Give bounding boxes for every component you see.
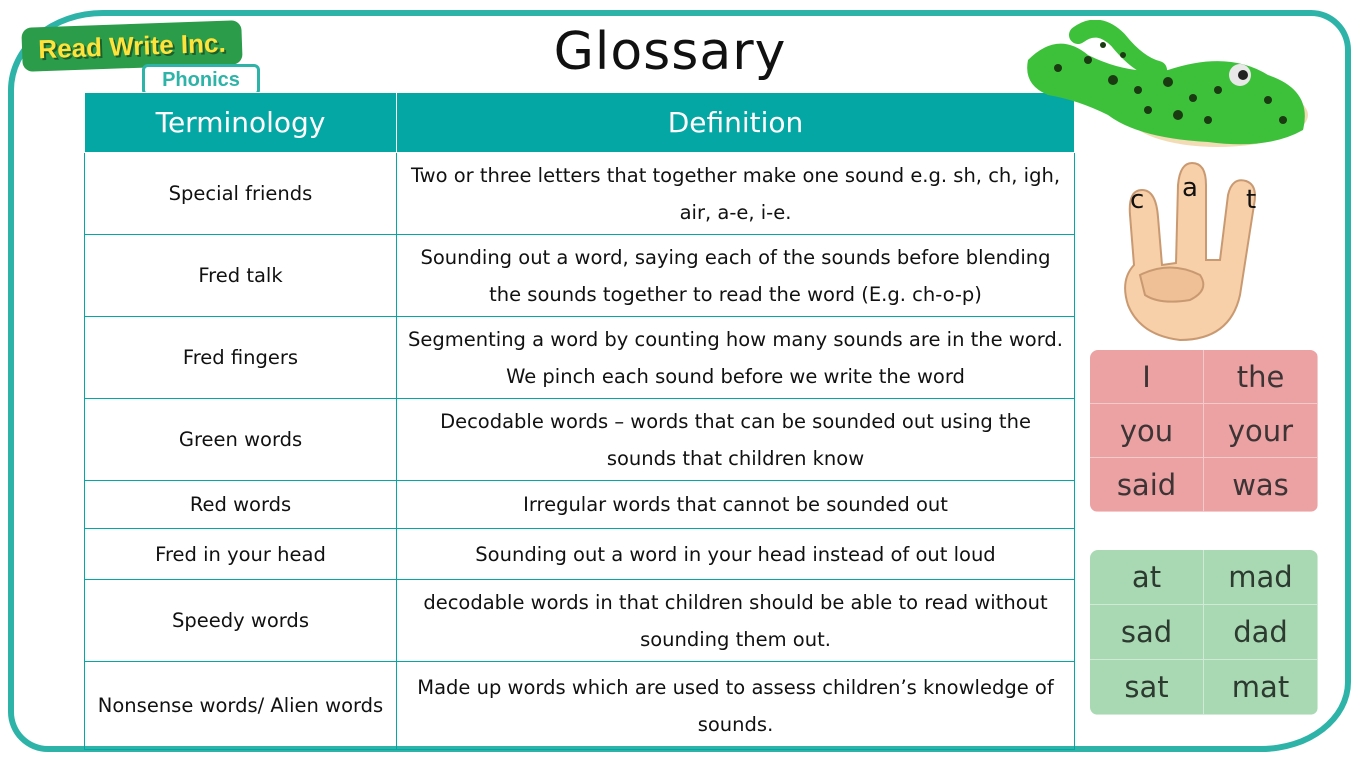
table-row	[85, 153, 1075, 235]
red-word: I	[1090, 350, 1204, 404]
table-row	[85, 481, 1075, 529]
header-terminology: Terminology	[85, 93, 397, 153]
definition-cell: Two or three letters that together make one sound e.g. sh, ch, igh, air, a-e, i-e.	[397, 153, 1075, 235]
definition-cell: Made up words which are used to assess children’s knowledge of sounds.	[397, 662, 1075, 750]
term-cell: Nonsense words/ Alien words	[85, 662, 397, 750]
red-word: your	[1204, 404, 1318, 458]
table-header-row	[85, 93, 1075, 153]
green-word: mat	[1204, 660, 1318, 715]
green-words-card	[1090, 550, 1318, 715]
hand-letter-t: t	[1246, 185, 1257, 215]
table-row	[85, 580, 1075, 662]
hand-letter-a: a	[1182, 173, 1198, 203]
green-word: mad	[1204, 550, 1318, 605]
read-write-inc-logo	[22, 24, 242, 94]
red-word: was	[1204, 458, 1318, 512]
glossary-table	[84, 92, 1075, 750]
table-row	[85, 399, 1075, 481]
term-cell: Special friends	[85, 153, 397, 235]
logo-sub-text: Phonics	[142, 64, 260, 96]
page-title: Glossary	[553, 22, 787, 82]
term-cell: Fred fingers	[85, 317, 397, 399]
definition-cell: decodable words in that children should be able to read without sounding them out.	[397, 580, 1075, 662]
hand-letter-c: c	[1130, 185, 1145, 215]
green-word: at	[1090, 550, 1204, 605]
red-word: the	[1204, 350, 1318, 404]
term-cell: Green words	[85, 399, 397, 481]
green-word: sad	[1090, 605, 1204, 660]
red-words-card	[1090, 350, 1318, 512]
logo-main-text: Read Write Inc.	[21, 20, 242, 72]
green-word: dad	[1204, 605, 1318, 660]
header-definition: Definition	[397, 93, 1075, 153]
definition-cell: Segmenting a word by counting how many sounds are in the word. We pinch each sound before we write the word	[397, 317, 1075, 399]
definition-cell: Decodable words – words that can be sounded out using the sounds that children know	[397, 399, 1075, 481]
green-word: sat	[1090, 660, 1204, 715]
red-word: you	[1090, 404, 1204, 458]
red-word: said	[1090, 458, 1204, 512]
term-cell: Fred talk	[85, 235, 397, 317]
term-cell: Fred in your head	[85, 529, 397, 580]
table-row	[85, 235, 1075, 317]
fred-frog-image	[1018, 20, 1318, 155]
table-row	[85, 317, 1075, 399]
fred-fingers-hand	[1100, 155, 1290, 345]
term-cell: Speedy words	[85, 580, 397, 662]
definition-cell: Sounding out a word in your head instead of out loud	[397, 529, 1075, 580]
term-cell: Red words	[85, 481, 397, 529]
definition-cell: Sounding out a word, saying each of the sounds before blending the sounds together to read the word (E.g. ch-o-p)	[397, 235, 1075, 317]
table-row	[85, 529, 1075, 580]
definition-cell: Irregular words that cannot be sounded out	[397, 481, 1075, 529]
table-row	[85, 662, 1075, 750]
